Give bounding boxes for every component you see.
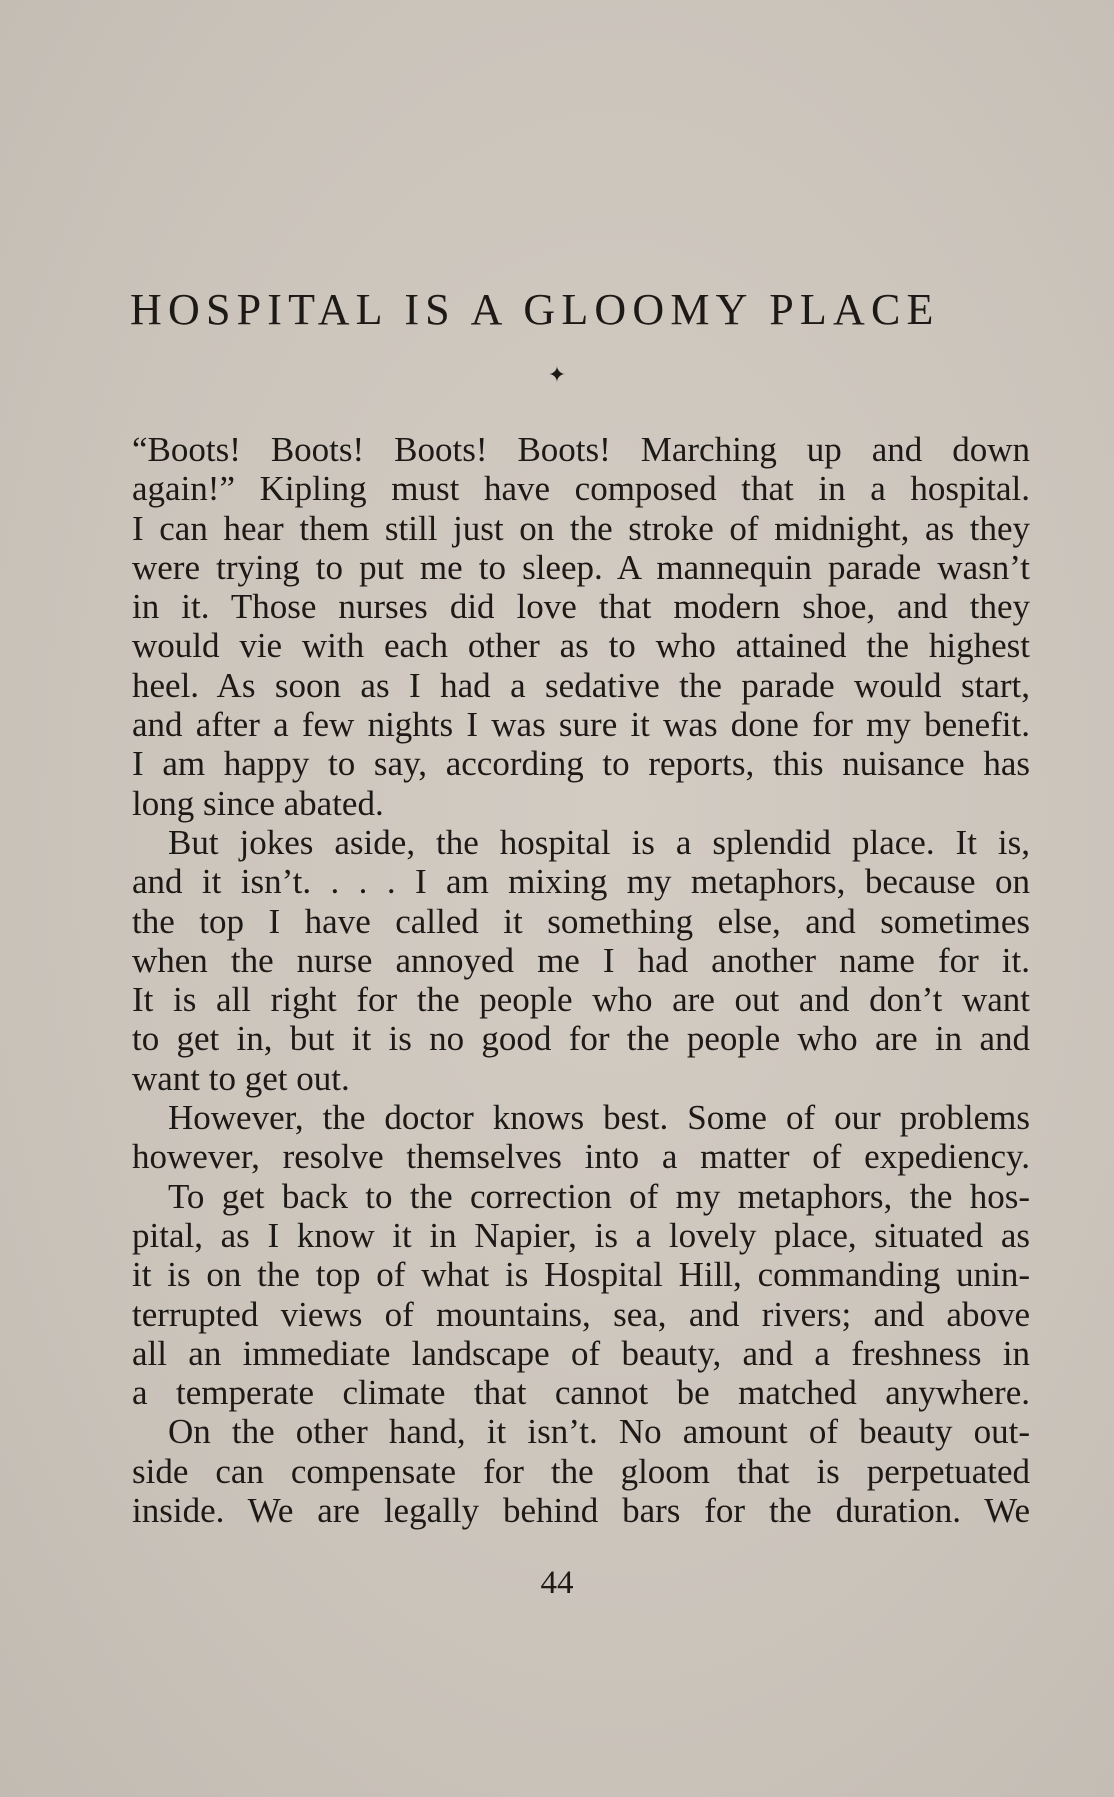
text-line: however, resolve themselves into a matter of expediency. — [132, 1137, 1030, 1177]
text-line: in it. Those nurses did love that modern shoe, and they — [132, 587, 1030, 627]
text-line: I am happy to say, according to reports, this nuisance has — [132, 744, 1030, 784]
text-line: inside. We are legally behind bars for the duration. We — [132, 1491, 1030, 1531]
text-line: to get in, but it is no good for the people who are in and — [132, 1019, 1030, 1059]
text-line: a temperate climate that cannot be matched anywhere. — [132, 1373, 1030, 1413]
text-line: it is on the top of what is Hospital Hill, commanding unin- — [132, 1255, 1030, 1295]
text-line: would vie with each other as to who attained the highest — [132, 626, 1030, 666]
text-line: the top I have called it something else, and sometimes — [132, 901, 1030, 941]
text-line: were trying to put me to sleep. A mannequin parade wasn’t — [132, 547, 1030, 587]
text-line: again!” Kipling must have composed that in a hospital. — [132, 469, 1030, 509]
text-line: However, the doctor knows best. Some of our problems — [168, 1098, 1030, 1138]
text-line: To get back to the correction of my metaphors, the hos- — [168, 1176, 1030, 1216]
text-line: On the other hand, it isn’t. No amount of beauty out- — [168, 1412, 1030, 1452]
text-line: heel. As soon as I had a sedative the parade would start, — [132, 665, 1030, 705]
text-line: want to get out. — [132, 1058, 350, 1098]
text-line: and after a few nights I was sure it was done for my benefit. — [132, 705, 1030, 745]
chapter-body — [132, 430, 1030, 1530]
text-line: “Boots! Boots! Boots! Boots! Marching up and down — [132, 430, 1030, 469]
text-line: long since abated. — [132, 783, 384, 823]
text-line: pital, as I know it in Napier, is a lovely place, situated as — [132, 1215, 1030, 1255]
text-line: I can hear them still just on the stroke of midnight, as they — [132, 508, 1030, 548]
star-ornament-icon: ✦ — [547, 362, 567, 387]
chapter-title: HOSPITAL IS A GLOOMY PLACE — [130, 285, 940, 334]
text-line: It is all right for the people who are out and don’t want — [132, 980, 1030, 1020]
text-line: But jokes aside, the hospital is a splendid place. It is, — [168, 822, 1030, 862]
text-line: terrupted views of mountains, sea, and rivers; and above — [132, 1294, 1030, 1334]
page-number: 44 — [540, 1565, 574, 1601]
text-line: all an immediate landscape of beauty, and a freshness in — [132, 1333, 1030, 1373]
text-line: and it isn’t. . . . I am mixing my metaphors, because on — [132, 862, 1030, 902]
text-line: side can compensate for the gloom that is perpetuated — [132, 1451, 1030, 1491]
text-line: when the nurse annoyed me I had another name for it. — [132, 940, 1030, 980]
